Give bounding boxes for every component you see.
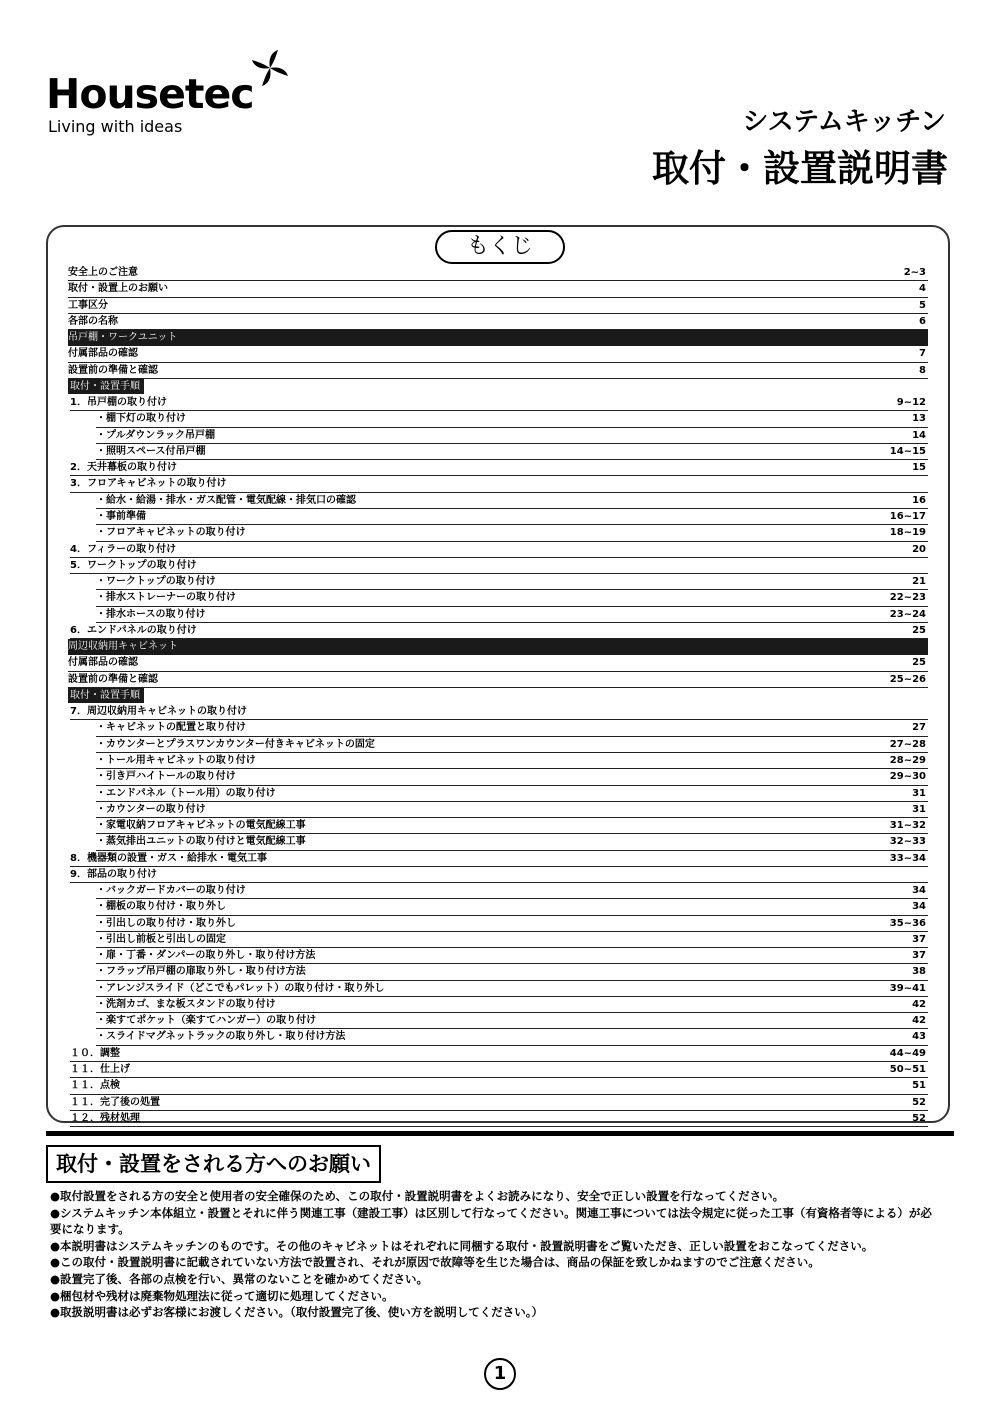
toc-entry-page: 52 <box>912 1112 926 1124</box>
toc-entry-label: 周辺収納用キャビネット <box>68 641 178 653</box>
notice-item: ●本説明書はシステムキッチンのものです。その他のキャビネットはそれぞれに同梱する取付・設置説明書をご覧いただき、正しい設置をおこなってください。 <box>50 1238 874 1253</box>
toc-entry-page: 31 <box>912 803 926 815</box>
toc-entry-label: ・扉・丁番・ダンパーの取り外し・取り付け方法 <box>96 950 316 962</box>
toc-entry <box>68 314 928 330</box>
toc-entry-page: 16 <box>912 494 926 506</box>
toc-entry-label: ・キャビネットの配置と取り付け <box>96 722 246 734</box>
toc-entry-page: 39~41 <box>889 982 926 994</box>
toc-entry <box>68 655 928 671</box>
toc-entry-page: 20 <box>912 543 926 555</box>
toc-entry <box>70 851 928 867</box>
toc-entry-label: ・バックガードカバーの取り付け <box>96 885 246 897</box>
toc-entry-page: 14 <box>912 429 926 441</box>
toc-entry-label: １１．仕上げ <box>70 1064 130 1076</box>
toc-entry-page: 4 <box>919 283 926 295</box>
toc-entry <box>68 363 928 379</box>
toc-entry-page: 7 <box>919 348 926 360</box>
toc-entry-label: １０．調整 <box>70 1047 120 1059</box>
toc-entry-label: 付属部品の確認 <box>68 657 138 669</box>
toc-entry-label: ・蒸気排出ユニットの取り付けと電気配線工事 <box>96 836 306 848</box>
toc-entry <box>68 346 928 362</box>
toc-entry-page: 8 <box>919 364 926 376</box>
toc-entry-label: 6．エンドパネルの取り付け <box>70 624 197 636</box>
toc-entry <box>70 558 928 574</box>
toc-entry <box>96 769 928 785</box>
toc-entry <box>96 834 928 850</box>
toc-entry <box>96 802 928 818</box>
toc-entry <box>96 444 928 460</box>
toc-entry-page: 27 <box>912 722 926 734</box>
toc-entry <box>96 818 928 834</box>
toc-entry-page: 18~19 <box>889 527 926 539</box>
toc-entry-page: 14~15 <box>889 445 926 457</box>
toc-entry-label: ・カウンターの取り付け <box>96 803 206 815</box>
toc-entry-label: ・棚板の取り付け・取り外し <box>96 901 226 913</box>
toc-entry-page: 6 <box>919 315 926 327</box>
toc-entry-label: 1．吊戸棚の取り付け <box>70 397 167 409</box>
toc-entry <box>96 428 928 444</box>
section-divider <box>46 1131 954 1136</box>
toc-entry <box>96 411 928 427</box>
notice-item: ●取扱説明書は必ずお客様にお渡しください。（取付設置完了後、使い方を説明してください。） <box>50 1305 544 1320</box>
housetec-logo <box>46 46 296 146</box>
toc-entry-label: ・照明スペース付吊戸棚 <box>96 445 206 457</box>
toc-entry <box>70 460 928 476</box>
toc-entry <box>96 590 928 606</box>
toc-entry-page: 52 <box>912 1096 926 1108</box>
toc-entry-label: ・プルダウンラック吊戸棚 <box>96 429 215 441</box>
toc-entry <box>70 1111 928 1127</box>
toc-entry-label: 3．フロアキャビネットの取り付け <box>70 478 227 490</box>
toc-entry-label: 各部の名称 <box>68 315 118 327</box>
toc-entry <box>96 1013 928 1029</box>
toc-entry-page: 34 <box>912 901 926 913</box>
toc-entry <box>70 867 928 883</box>
toc-entry <box>70 704 928 720</box>
toc-entry-label: １１．点検 <box>70 1080 120 1092</box>
toc-entry-label: 安全上のご注意 <box>68 267 138 278</box>
toc-entry-label: １１．完了後の処置 <box>70 1096 160 1108</box>
toc-entry <box>70 542 928 558</box>
toc-section-tag <box>68 379 928 395</box>
toc-entry-page: 51 <box>912 1080 926 1092</box>
toc-entry <box>96 1029 928 1045</box>
toc-section-tag <box>68 688 928 704</box>
toc-entry-label: ・トール用キャビネットの取り付け <box>96 754 256 766</box>
toc-entry-page: 32~33 <box>889 836 926 848</box>
toc-entry-label: ・排水ホースの取り付け <box>96 608 206 620</box>
toc-entry-label: ・ワークトップの取り付け <box>96 576 216 588</box>
toc-entry-label: ・楽すてポケット（楽すてハンガー）の取り付け <box>96 1015 317 1027</box>
toc-entry <box>96 981 928 997</box>
toc-entry-label: 8．機器類の設置・ガス・給排水・電気工事 <box>70 852 267 864</box>
toc-entry <box>96 720 928 736</box>
toc-entry-label: ・給水・給湯・排水・ガス配管・電気配線・排気口の確認 <box>96 494 356 506</box>
toc-entry-page: 37 <box>912 950 926 962</box>
toc-section-band <box>68 639 928 655</box>
toc-entry-page: 43 <box>912 1031 926 1043</box>
toc-entry-label: 7．周辺収納用キャビネットの取り付け <box>70 706 247 718</box>
toc-entry-label: ・アレンジスライド（どこでもパレット）の取り付け・取り外し <box>96 982 385 994</box>
toc-entry-page: 31 <box>912 787 926 799</box>
toc-entry-page: 13 <box>912 413 926 425</box>
toc-entry-page: 25~26 <box>889 673 926 685</box>
toc-entry-page: 5 <box>919 299 926 311</box>
toc-entry-page: 38 <box>912 966 926 978</box>
toc-entry <box>68 672 928 688</box>
notice-heading: 取付・設置をされる方へのお願い <box>46 1145 381 1183</box>
toc-entry-label: 取付・設置手順 <box>68 688 144 703</box>
toc-entry-page: 42 <box>912 1015 926 1027</box>
toc-entry-label: ・家電収納フロアキャビネットの電気配線工事 <box>96 820 306 832</box>
toc-entry-page: 31~32 <box>889 820 926 832</box>
toc-entry <box>68 265 928 281</box>
notice-list <box>50 1188 934 1321</box>
toc-entry-label: 設置前の準備と確認 <box>68 364 158 376</box>
toc-entry-label: 設置前の準備と確認 <box>68 673 158 685</box>
toc-entry-label: ・フラップ吊戸棚の扉取り外し・取り付け方法 <box>96 966 306 978</box>
toc-entry-label: ・排水ストレーナーの取り付け <box>96 592 236 604</box>
toc-entry <box>70 395 928 411</box>
toc-entry-page: 9~12 <box>896 397 926 409</box>
toc-entry-label: ・フロアキャビネットの取り付け <box>96 527 246 539</box>
toc-entry-label: 4．フィラーの取り付け <box>70 543 177 555</box>
toc-entry-page: 15 <box>912 462 926 474</box>
notice-item: ●取付設置をされる方の安全と使用者の安全確保のため、この取付・設置説明書をよくお読みになり、安全で正しい設置を行なってください。 <box>50 1189 785 1203</box>
toc-entry-label: 取付・設置手順 <box>68 379 144 394</box>
toc-entry <box>96 493 928 509</box>
toc-entry <box>96 948 928 964</box>
toc-entry-label: 工事区分 <box>68 299 108 311</box>
toc-entry <box>96 509 928 525</box>
toc-entry-label: ・エンドパネル（トール用）の取り付け <box>96 787 276 799</box>
toc-entry-label: １２．残材処理 <box>70 1112 140 1124</box>
table-of-contents <box>68 265 928 1127</box>
toc-entry <box>96 932 928 948</box>
toc-entry <box>96 964 928 980</box>
toc-entry-label: 吊戸棚・ワークユニット <box>68 332 178 344</box>
pinwheel-logo-icon <box>250 48 290 88</box>
toc-entry <box>68 298 928 314</box>
toc-entry-page: 35~36 <box>889 917 926 929</box>
toc-entry-label: 2．天井幕板の取り付け <box>70 462 177 474</box>
toc-entry-label: ・事前準備 <box>96 510 146 522</box>
logo-wordmark: Housetec <box>46 70 254 118</box>
toc-entry-page: 21 <box>912 576 926 588</box>
toc-section-band <box>68 330 928 346</box>
toc-entry <box>70 623 928 639</box>
toc-entry-label: ・カウンターとプラスワンカウンター付きキャビネットの固定 <box>96 738 375 750</box>
toc-entry <box>70 1078 928 1094</box>
toc-entry-label: ・引出し前板と引出しの固定 <box>96 933 226 945</box>
document-subtitle: システムキッチン <box>742 107 946 137</box>
toc-entry-page: 37 <box>912 933 926 945</box>
toc-heading: もくじ <box>435 230 565 264</box>
toc-entry <box>96 786 928 802</box>
toc-entry <box>68 281 928 297</box>
toc-entry-page: 29~30 <box>889 771 926 783</box>
toc-entry <box>96 753 928 769</box>
toc-entry-page: 2~3 <box>903 267 926 278</box>
toc-entry-page: 22~23 <box>889 592 926 604</box>
toc-entry <box>96 883 928 899</box>
logo-tagline: Living with ideas <box>48 117 183 136</box>
toc-entry-page: 23~24 <box>889 608 926 620</box>
toc-entry-page: 16~17 <box>889 510 926 522</box>
toc-entry <box>70 1095 928 1111</box>
notice-item: ●システムキッチン本体組立・設置とそれに伴う関連工事（建設工事）は区別して行なってください。関連工事については法令規定に従った工事（有資格者等による）が必要になります。 <box>50 1205 932 1237</box>
toc-entry-label: 取付・設置上のお願い <box>68 283 168 295</box>
toc-entry-label: ・引出しの取り付け・取り外し <box>96 917 236 929</box>
toc-entry <box>96 737 928 753</box>
toc-entry-label: ・洗剤カゴ、まな板スタンドの取り付け <box>96 998 276 1010</box>
toc-entry-page: 34 <box>912 885 926 897</box>
toc-entry <box>70 1062 928 1078</box>
toc-entry-label: ・引き戸ハイトールの取り付け <box>96 771 236 783</box>
toc-entry <box>70 476 928 492</box>
toc-entry-page: 28~29 <box>889 754 926 766</box>
toc-entry-page: 42 <box>912 998 926 1010</box>
toc-entry-page: 50~51 <box>889 1064 926 1076</box>
notice-item: ●この取付・設置説明書に記載されていない方法で設置され、それが原因で故障等を生じた場合は、商品の保証を致しかねますのでご注意ください。 <box>50 1255 820 1270</box>
toc-entry <box>96 607 928 623</box>
toc-entry-label: ・棚下灯の取り付け <box>96 413 186 425</box>
toc-entry <box>70 1046 928 1062</box>
document-title: 取付・設置説明書 <box>652 147 948 190</box>
toc-entry-label: 付属部品の確認 <box>68 348 138 360</box>
toc-entry <box>96 899 928 915</box>
toc-entry-page: 27~28 <box>889 738 926 750</box>
toc-entry-page: 44~49 <box>889 1047 926 1059</box>
toc-entry-label: 9．部品の取り付け <box>70 868 157 880</box>
toc-entry <box>96 916 928 932</box>
toc-entry-page: 25 <box>912 657 926 669</box>
toc-entry-label: ・スライドマグネットラックの取り外し・取り付け方法 <box>96 1031 346 1043</box>
page-number: 1 <box>484 1358 516 1390</box>
notice-item: ●設置完了後、各部の点検を行い、異常のないことを確かめてください。 <box>50 1271 429 1286</box>
toc-entry-label: 5．ワークトップの取り付け <box>70 559 197 571</box>
toc-entry-page: 25 <box>912 624 926 636</box>
toc-entry-page: 33~34 <box>889 852 926 864</box>
toc-entry <box>96 525 928 541</box>
toc-entry <box>96 574 928 590</box>
notice-item: ●梱包材や残材は廃棄物処理法に従って適切に処理してください。 <box>50 1288 394 1303</box>
toc-entry <box>96 997 928 1013</box>
